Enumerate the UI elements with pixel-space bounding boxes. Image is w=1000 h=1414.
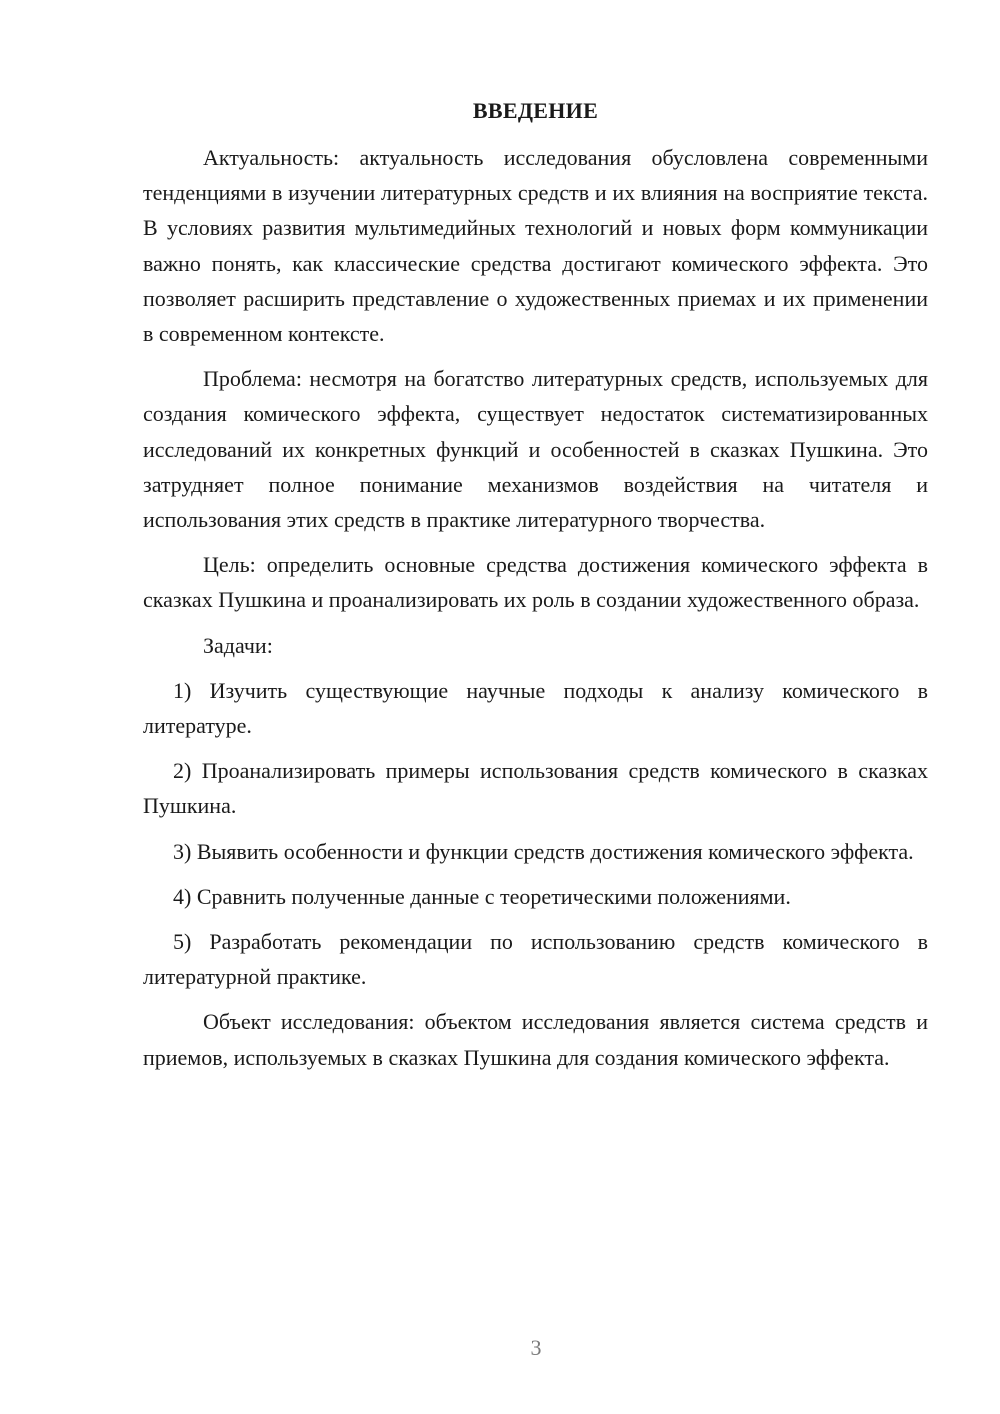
task-item-3: 3) Выявить особенности и функции средств достижения комического эффекта.: [173, 838, 914, 864]
problem-paragraph: Проблема: несмотря на богатство литературных средств, используемых для создания комического эффекта, существует недостаток систематизированных исследований их конкретных функций и особенностей в сказках Пушкина. Это затрудняет полное понимание механизмов воздействия на читателя и использования этих средств в практике литературного творчества.: [143, 366, 928, 533]
task-item-4: 4) Сравнить полученные данные с теоретическими положениями.: [173, 883, 791, 909]
section-heading: ВВЕДЕНИЕ: [472, 98, 599, 123]
task-item-5: 5) Разработать рекомендации по использованию средств комического в литературной практике.: [143, 929, 928, 990]
task-item-2: 2) Проанализировать примеры использования средств комического в сказках Пушкина.: [143, 758, 928, 819]
tasks-heading: Задачи:: [203, 632, 273, 658]
relevance-paragraph: Актуальность: актуальность исследования обусловлена современными тенденциями в изучении литературных средств и их влияния на восприятие текста. В условиях развития мультимедийных технологий и новых форм коммуникации важно понять, как классические средства достигают комического эффекта. Это позволяет расширить представление о художественных приемах и их применении в современном контексте.: [143, 145, 928, 347]
document-page: [143, 94, 928, 1085]
goal-paragraph: Цель: определить основные средства достижения комического эффекта в сказках Пушкина и проанализировать их роль в создании художественного образа.: [143, 552, 928, 613]
page-number: 3: [530, 1335, 542, 1360]
task-item-1: 1) Изучить существующие научные подходы к анализу комического в литературе.: [143, 677, 928, 739]
object-paragraph: Объект исследования: объектом исследования является система средств и приемов, используемых в сказках Пушкина для создания комического эффекта.: [143, 1009, 928, 1070]
